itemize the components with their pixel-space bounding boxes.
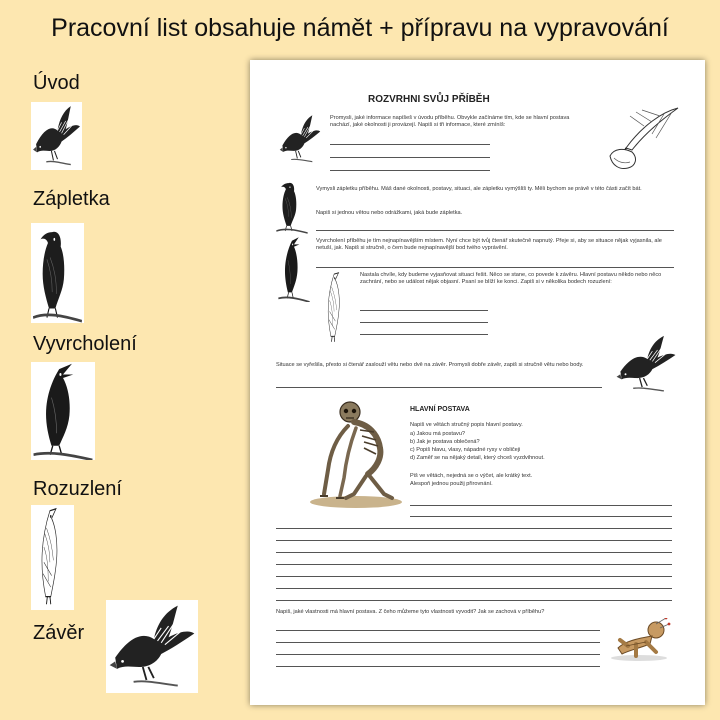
question-a: a) Jakou má postavu? — [410, 431, 466, 437]
answer-line[interactable] — [276, 630, 600, 631]
section4-text: Nastala chvíle, kdy budeme vyjasňovat situaci řešit. Něco se stane, co povede k závěru. Hlavní postavu někdo nebo něco zachrání, nebo se událost nějak objasní. Psaní se blíží ke konci. Zapiš si v několika bodech rozuzlení: — [360, 272, 662, 286]
question-b: b) Jak je postava oblečená? — [410, 439, 480, 445]
question-d: d) Zaměř se na nějaký detail, který chceš vyzdvihnout. — [410, 455, 545, 461]
raven-white-icon — [31, 505, 74, 610]
section3-raven-icon — [277, 236, 311, 302]
label-uvod: Úvod — [33, 72, 80, 94]
section2-raven-icon — [275, 178, 309, 234]
answer-line[interactable] — [276, 654, 600, 655]
answer-line[interactable] — [276, 600, 672, 601]
section1-raven-icon — [278, 112, 322, 166]
section1-text: Promysli, jaké informace napíšeš v úvodu příběhu. Obvykle začínáme tím, kde se hlavní postava nachází, jaké okolnosti ji provázejí. Napiš si tři informace, které zmíníš: — [330, 115, 570, 129]
raven-flying-icon — [31, 102, 82, 170]
quill-pen-icon — [602, 104, 682, 174]
answer-line[interactable] — [276, 666, 600, 667]
answer-line[interactable] — [330, 144, 490, 145]
question-c: c) Popiš hlavu, vlasy, nápadné rysy v obličeji — [410, 447, 521, 453]
answer-line[interactable] — [276, 387, 602, 388]
page-title: Pracovní list obsahuje námět + přípravu na vypravování — [51, 14, 669, 42]
worksheet-heading: ROZVRHNI SVŮJ PŘÍBĚH — [368, 94, 490, 105]
worksheet-page — [250, 60, 705, 705]
label-vyvrcholeni: Vyvrcholení — [33, 333, 137, 355]
answer-line[interactable] — [276, 564, 672, 565]
answer-line[interactable] — [276, 528, 672, 529]
answer-line[interactable] — [360, 310, 488, 311]
answer-line[interactable] — [276, 552, 672, 553]
answer-line[interactable] — [276, 576, 672, 577]
answer-line[interactable] — [410, 516, 672, 517]
answer-line[interactable] — [316, 267, 674, 268]
instruction-text: Piš ve větách, nejedná se o výčet, ale krátký text. — [410, 473, 533, 479]
section4-raven-icon — [320, 270, 352, 346]
raven-landing-icon — [106, 600, 198, 693]
answer-line[interactable] — [410, 505, 672, 506]
traits-text: Napiš, jaké vlastnosti má hlavní postava. Z čeho můžeme tyto vlastnosti vyvodit? Jak se zachová v příběhu? — [276, 609, 545, 615]
section2-text-b: Napiš si jednou větou nebo odrážkami, jaká bude zápletka. — [316, 210, 463, 216]
answer-line[interactable] — [276, 540, 672, 541]
raven-cawing-icon — [31, 362, 95, 460]
answer-line[interactable] — [330, 157, 490, 158]
section2-text: Vymysli zápletku příběhu. Máš dané okolnosti, postavy, situaci, ale zápletku vymýšlíš ty. Měli bychom se právě v této části začít bát. — [316, 186, 642, 192]
label-zapletka: Zápletka — [33, 188, 110, 210]
answer-line[interactable] — [276, 588, 672, 589]
voodoo-doll-illustration — [606, 618, 672, 662]
label-rozuzleni: Rozuzlení — [33, 478, 122, 500]
answer-line[interactable] — [316, 230, 674, 231]
main-character-heading: HLAVNÍ POSTAVA — [410, 406, 470, 413]
answer-line[interactable] — [330, 170, 490, 171]
raven-perched-icon — [31, 223, 84, 323]
label-zaver: Závěr — [33, 622, 85, 644]
answer-line[interactable] — [360, 322, 488, 323]
answer-line[interactable] — [360, 334, 488, 335]
section5-raven-icon — [614, 332, 678, 396]
skeleton-illustration — [306, 398, 406, 508]
section5-text: Situace se vyřešila, přesto si čtenář zaslouží větu nebo dvě na závěr. Promysli dobře závěr, zapiš si stručně větu nebo body. — [276, 362, 584, 368]
instruction-text-2: Alespoň jednou použij přirovnání. — [410, 481, 493, 487]
answer-line[interactable] — [276, 642, 600, 643]
section3-text: Vyvrcholení příběhu je tím nejnapínavějším místem. Nyní chce být tvůj čtenář skutečně napnutý. Přeje si, aby se situace nějak vyjasnila, ale netuší, jak. Napiš si stručně, o čem bude nejnapínavější bod tvého vyprávění. — [316, 238, 662, 252]
main-character-intro: Napiš ve větách stručný popis hlavní postavy. — [410, 422, 523, 428]
